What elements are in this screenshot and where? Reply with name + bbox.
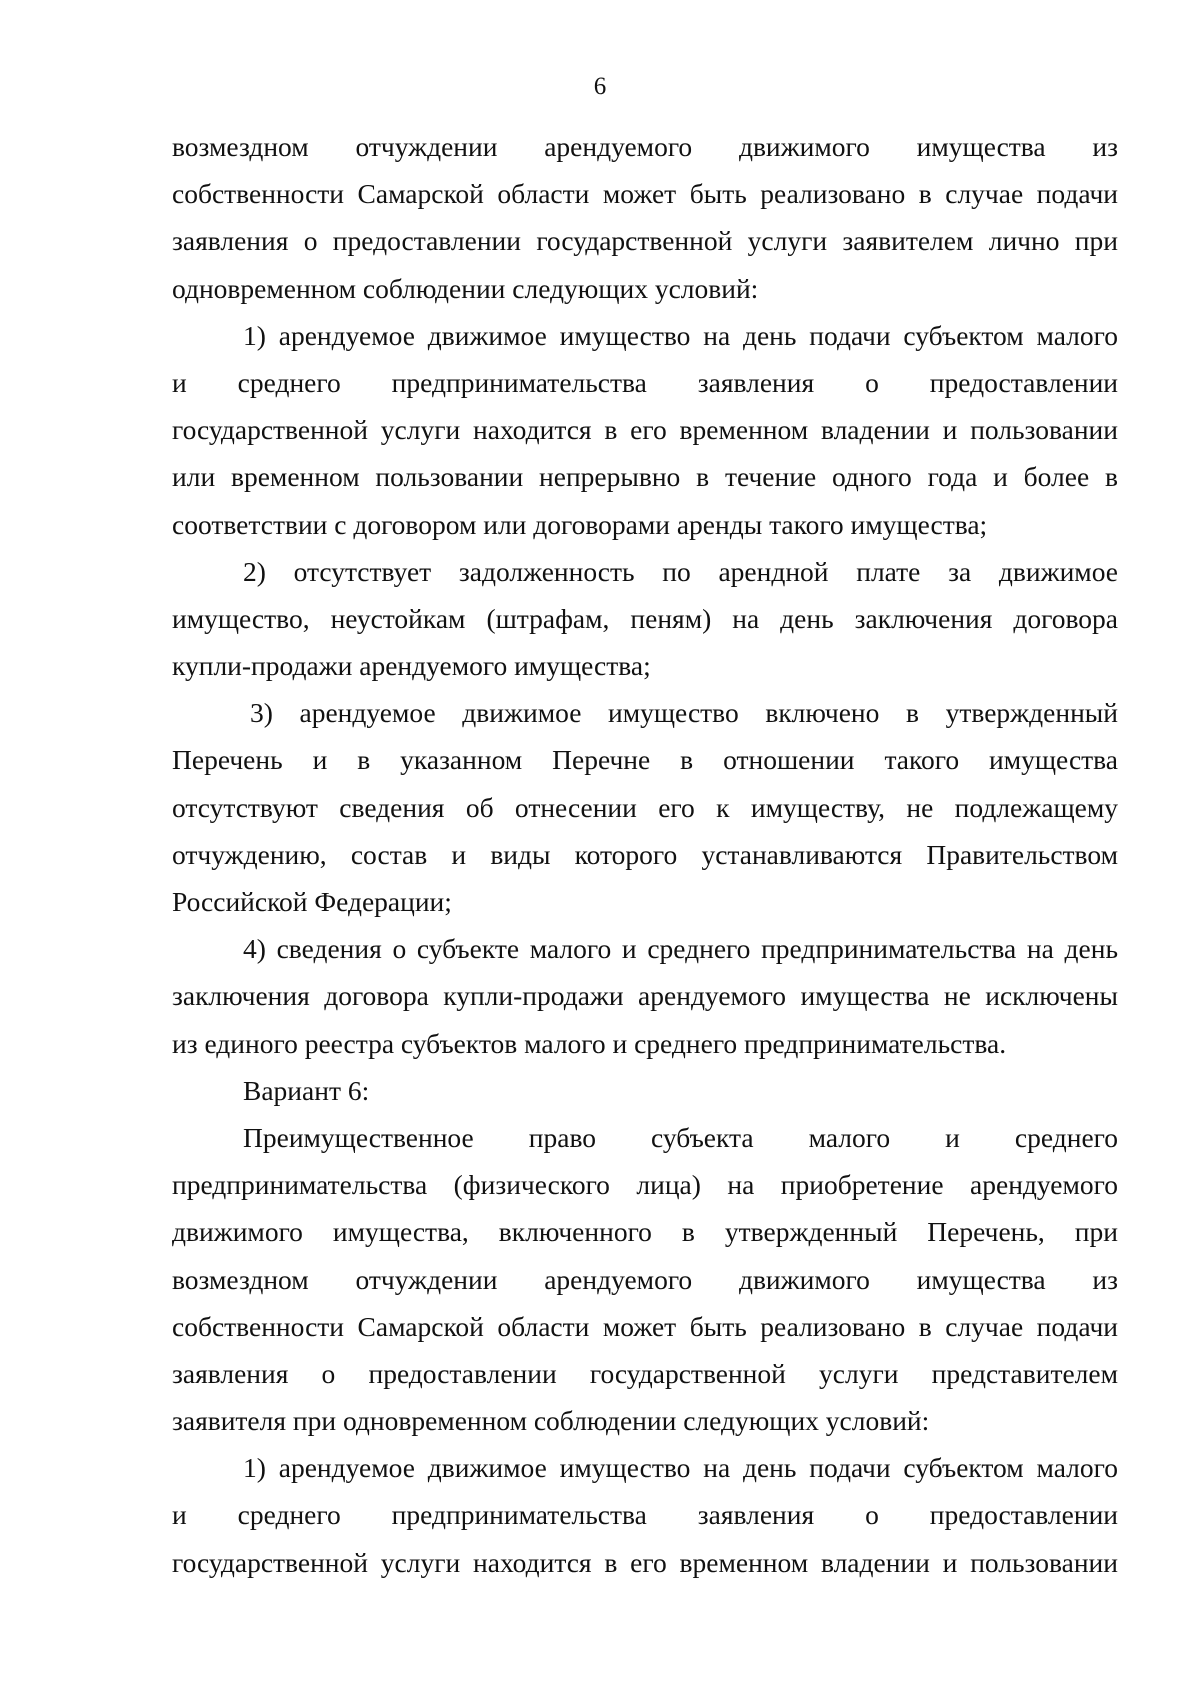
text-line: возмездном отчуждении арендуемого движимого имущества из [172,131,1118,162]
text-line: 2) отсутствует задолженность по арендной плате за движимое [243,555,1118,587]
text-line: одновременном соблюдении следующих условий: [172,272,759,304]
text-line: или временном пользовании непрерывно в течение одного года и более в [172,461,1118,493]
text-line: купли-продажи арендуемого имущества; [172,650,651,682]
text-line: государственной услуги находится в его временном владении и пользовании [172,414,1118,446]
text-line: собственности Самарской области может быть реализовано в случае подачи [172,1310,1118,1342]
text-line: 3) арендуемое движимое имущество включено в утвержденный [250,697,1118,729]
text-line: государственной услуги находится в его временном владении и пользовании [172,1546,1118,1578]
text-line: 4) сведения о субъекте малого и среднего предпринимательства на день [243,933,1118,965]
text-line: заявления о предоставлении государственной услуги представителем [172,1357,1118,1389]
text-line: заявителя при одновременном соблюдении следующих условий: [172,1405,930,1437]
text-line: и среднего предпринимательства заявления о предоставлении [172,366,1118,398]
text-line: 1) арендуемое движимое имущество на день подачи субъектом малого [243,319,1118,351]
text-line: заключения договора купли-продажи арендуемого имущества не исключены [172,980,1118,1012]
text-line: отчуждению, состав и виды которого устанавливаются Правительством [172,838,1118,870]
text-line: предпринимательства (физического лица) на приобретение арендуемого [172,1169,1118,1201]
text-line: отсутствуют сведения об отнесении его к имуществу, не подлежащему [172,791,1118,823]
text-line: Перечень и в указанном Перечне в отношении такого имущества [172,744,1118,776]
text-line: заявления о предоставлении государственной услуги заявителем лично при [172,225,1118,257]
text-line: движимого имущества, включенного в утвержденный Перечень, при [172,1216,1118,1248]
text-line: собственности Самарской области может быть реализовано в случае подачи [172,178,1118,210]
document-body [172,123,1118,1586]
page-number: 6 [593,73,607,100]
variant-heading: Вариант 6: [243,1074,370,1106]
text-line: Преимущественное право субъекта малого и среднего [243,1121,1118,1153]
text-line: из единого реестра субъектов малого и среднего предпринимательства. [172,1027,1007,1059]
text-line: имущество, неустойкам (штрафам, пеням) на день заключения договора [172,602,1118,634]
text-line: соответствии с договором или договорами аренды такого имущества; [172,508,988,540]
text-line: 1) арендуемое движимое имущество на день подачи субъектом малого [243,1452,1118,1484]
text-line: возмездном отчуждении арендуемого движимого имущества из [172,1263,1118,1295]
text-line: Российской Федерации; [172,886,452,917]
text-line: и среднего предпринимательства заявления о предоставлении [172,1499,1118,1531]
